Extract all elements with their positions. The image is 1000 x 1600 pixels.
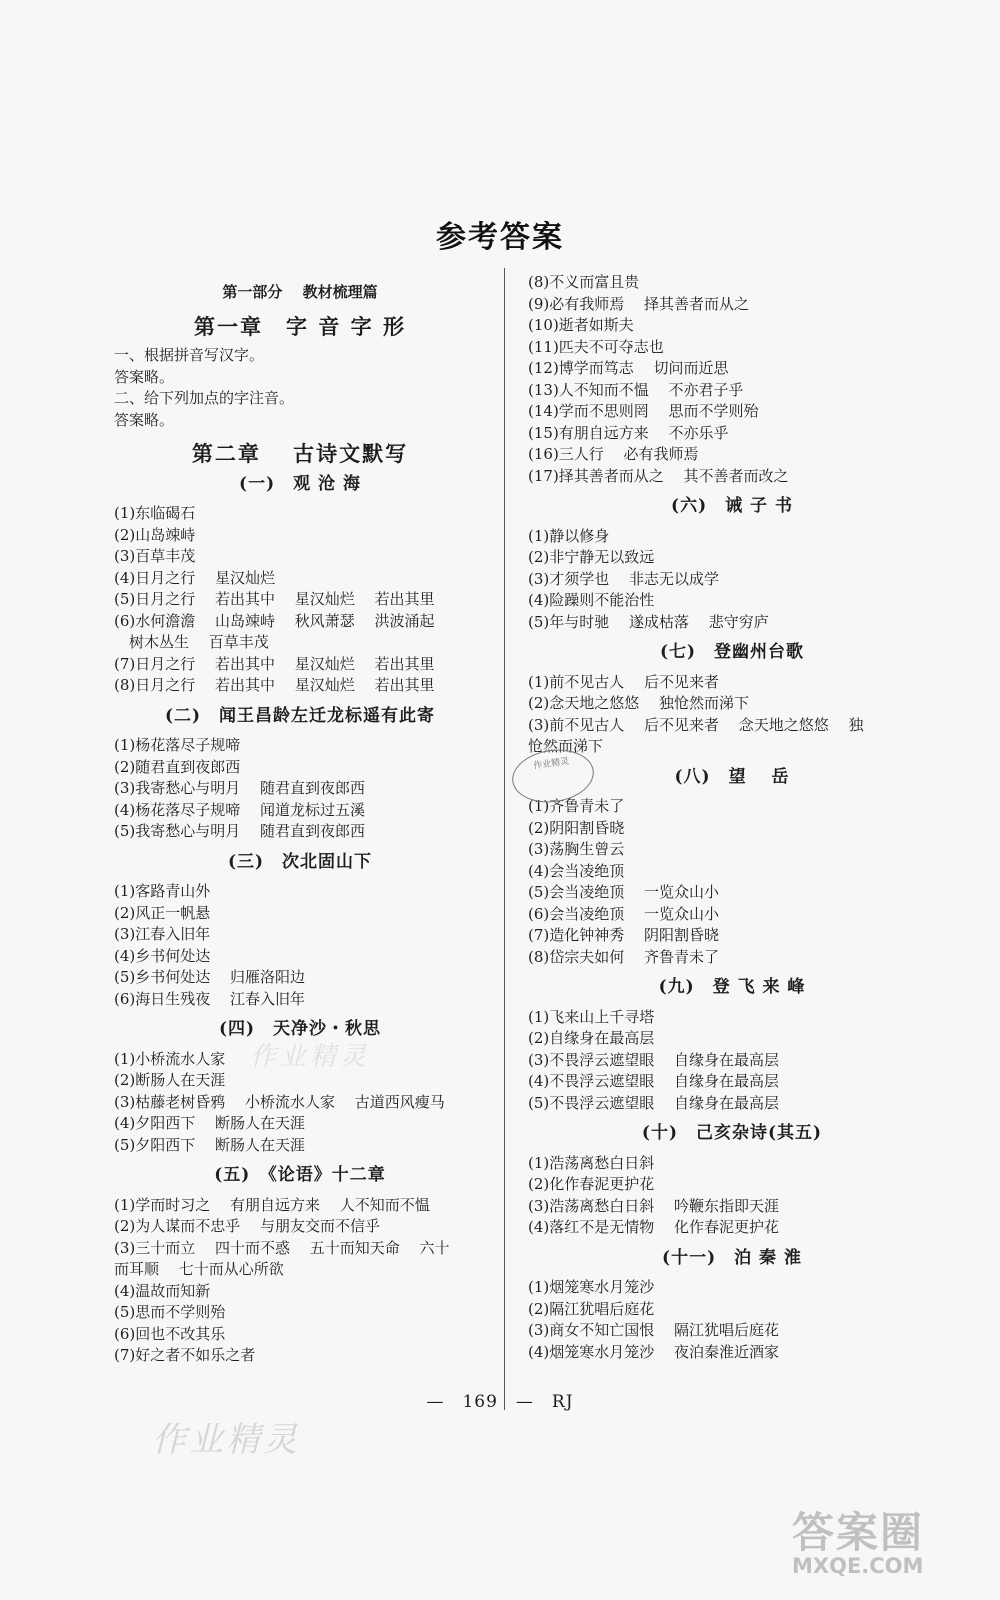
answer-line: (3)商女不知亡国恨 隔江犹唱后庭花 [528,1321,780,1339]
answer-line: (5)不畏浮云遮望眼 自缘身在最高层 [528,1093,780,1112]
section-answers [528,526,936,634]
answer-line: (4)乡书何处达 [114,946,211,965]
answer-line: (2)念天地之悠悠 独怆然而涕下 [528,694,750,712]
answer-line: (3)江春入旧年 [114,925,211,943]
answer-line: (4)日月之行 星汉灿烂 [114,568,276,587]
answer-line: (3)百草丰茂 [114,547,196,565]
answer-line: (3)我寄愁心与明月 随君直到夜郎西 [114,779,366,797]
part-heading: 第一部分 教材梳理篇 [222,283,378,301]
answer-line: (4)不畏浮云遮望眼 自缘身在最高层 [528,1072,780,1090]
page-number: — 169 — RJ [426,1392,574,1412]
answer-line: (1)东临碣石 [114,504,196,522]
answer-line: 二、给下列加点的字注音。 [114,389,295,407]
section-answers [528,272,936,487]
answer-line: (6)海日生残夜 江春入旧年 [114,989,306,1008]
answer-line: (13)人不知而不愠 不亦君子乎 [528,380,744,399]
answer-line: (5)思而不学则殆 [114,1303,226,1321]
answer-line: (7)日月之行 若出其中 星汉灿烂 若出其里 [114,654,435,673]
answer-line: (3)才须学也 非志无以成学 [528,569,720,588]
answer-line: (2)山岛竦峙 [114,525,196,544]
answer-line: (1)浩荡离愁白日斜 [528,1153,655,1172]
answer-line: 而耳顺 七十而从心所欲 [114,1260,284,1278]
answer-line: (4)烟笼寒水月笼沙 夜泊秦淮近酒家 [528,1342,780,1361]
answer-line: (3)浩荡离愁白日斜 吟鞭东指即天涯 [528,1196,780,1215]
answer-line: (2)非宁静无以致远 [528,548,655,566]
answer-line: (1)齐鲁青未了 [528,797,625,815]
answer-line: (3)荡胸生曾云 [528,840,625,858]
answer-line: 怆然而涕下 [528,737,604,755]
section-heading: (九) 登 飞 来 峰 [658,977,806,997]
answer-line: (5)我寄愁心与明月 随君直到夜郎西 [114,822,366,840]
answer-line: (3)三十而立 四十而不惑 五十而知天命 六十 [114,1238,450,1257]
answer-line: (5)夕阳西下 断肠人在天涯 [114,1135,306,1154]
answer-line: (7)好之者不如乐之者 [114,1346,256,1364]
answer-line: (7)造化钟神秀 阴阳割昏晓 [528,926,720,944]
section-answers [528,796,936,968]
answer-line: (17)择其善者而从之 其不善者而改之 [528,466,789,485]
answer-line: (12)博学而笃志 切问而近思 [528,359,729,377]
answer-line: (11)匹夫不可夺志也 [528,337,664,356]
right-column [528,272,936,1363]
answer-line: (4)温故而知新 [114,1281,211,1300]
answer-line: (2)阴阳割昏晓 [528,818,625,837]
section-heading: (三) 次北固山下 [227,851,373,872]
section-heading: (八) 望 岳 [674,766,790,787]
site-logo [792,1500,988,1592]
watermark-text-bottom: 作业精灵 [152,1420,300,1460]
section-answers [528,672,936,758]
section-heading: (五) 《论语》十二章 [214,1165,386,1185]
section-answers [528,1007,936,1115]
answer-line: (1)前不见古人 后不见来者 [528,672,720,691]
watermark-text: 作业精灵 [250,1042,371,1072]
answer-line: (3)不畏浮云遮望眼 自缘身在最高层 [528,1050,780,1069]
answer-line: (9)必有我师焉 择其善者而从之 [528,294,750,313]
section-answers [528,1277,936,1363]
chapter-1-heading: 第一章 字 音 字 形 [194,313,406,339]
answer-line: (4)会当凌绝顶 [528,861,625,880]
section-answers [114,735,486,843]
answer-line: (4)杨花落尽子规啼 闻道龙标过五溪 [114,800,366,819]
answer-line: (16)三人行 必有我师焉 [528,445,699,463]
section-heading: (七) 登幽州台歌 [659,642,805,662]
answer-line: (6)回也不改其乐 [114,1324,226,1343]
answer-line: (1)静以修身 [528,526,610,545]
answer-line: (2)隔江犹唱后庭花 [528,1299,655,1318]
answer-line: 答案略。 [114,410,175,429]
answer-line: (5)日月之行 若出其中 星汉灿烂 若出其里 [114,590,435,608]
answer-line: (5)年与时驰 遂成枯落 悲守穷庐 [528,612,769,631]
logo-main-text: 答案圈 [792,1508,925,1557]
answer-line: (8)不义而富且贵 [528,273,640,291]
answer-line: (6)水何澹澹 山岛竦峙 秋风萧瑟 洪波涌起 [114,611,435,630]
left-column [114,272,486,1367]
logo-url-text: MXQE.COM [792,1554,924,1578]
answer-line: (2)断肠人在天涯 [114,1071,226,1089]
section-heading: (十) 己亥杂诗(其五) [641,1123,823,1143]
answer-line: (2)化作春泥更护花 [528,1175,655,1193]
answer-line: (2)随君直到夜郎西 [114,757,241,776]
answer-line: (1)客路青山外 [114,882,211,900]
answer-line: (15)有朋自远方来 不亦乐乎 [528,423,729,442]
answer-line: (10)逝者如斯夫 [528,316,634,334]
column-divider [504,268,505,1410]
answer-line: (3)枯藤老树昏鸦 小桥流水人家 古道西风瘦马 [114,1092,445,1111]
section-heading: (二) 闻王昌龄左迁龙标遥有此寄 [164,705,436,726]
section-heading: (四) 天净沙・秋思 [218,1019,382,1039]
section-heading: (十一) 泊 秦 淮 [662,1247,802,1268]
answer-line: (2)风正一帆悬 [114,903,211,922]
answer-line: 树木丛生 百草丰茂 [114,633,269,651]
section-answers [528,1153,936,1239]
answer-line: (5)乡书何处达 归雁洛阳边 [114,968,306,986]
answer-line: (2)自缘身在最高层 [528,1029,655,1047]
section-answers [114,881,486,1010]
answer-line: (3)前不见古人 后不见来者 念天地之悠悠 独 [528,715,864,734]
answer-line: (4)落红不是无情物 化作春泥更护花 [528,1218,780,1236]
answer-line: 一、根据拼音写汉字。 [114,346,265,364]
section-answers [114,503,486,697]
answer-line: (1)杨花落尽子规啼 [114,736,241,754]
answer-line: (4)险躁则不能治性 [528,591,655,609]
chapter-2-heading: 第二章 古诗文默写 [191,441,409,466]
answer-line: (1)烟笼寒水月笼沙 [528,1278,655,1296]
section-heading: (六) 诫 子 书 [671,496,793,516]
answer-line: (4)夕阳西下 断肠人在天涯 [114,1114,306,1132]
answer-line: (1)小桥流水人家 [114,1049,226,1068]
answer-line: (2)为人谋而不忠乎 与朋友交而不信乎 [114,1217,381,1235]
answer-line: (14)学而不思则罔 思而不学则殆 [528,402,759,420]
answer-line: (1)学而时习之 有朋自远方来 人不知而不愠 [114,1195,430,1214]
answer-line: (1)飞来山上千寻塔 [528,1007,655,1026]
page-title: 参考答案 [436,220,564,255]
section-answers [114,1195,486,1367]
answer-line: (8)日月之行 若出其中 星汉灿烂 若出其里 [114,676,435,694]
stamp-text: 作业精灵 [532,756,570,772]
section-heading: (一) 观 沧 海 [239,473,361,494]
answer-line: 答案略。 [114,367,175,386]
answer-line: (6)会当凌绝顶 一览众山小 [528,904,720,923]
answer-line: (5)会当凌绝顶 一览众山小 [528,883,720,901]
answer-line: (8)岱宗夫如何 齐鲁青未了 [528,947,720,966]
chapter-1-body [114,345,486,431]
